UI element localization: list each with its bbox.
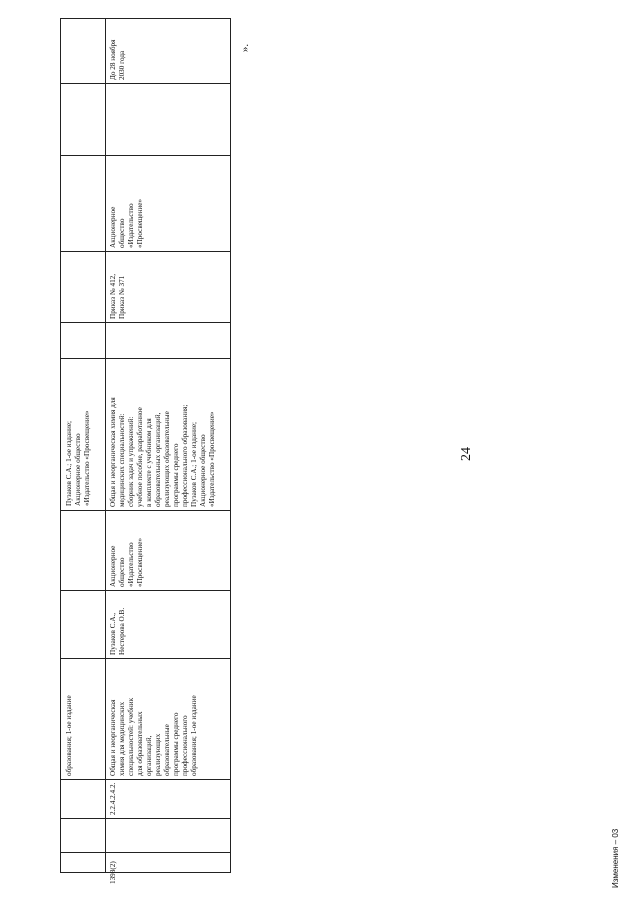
publisher2-line: Акционерное	[109, 206, 117, 248]
name-line: химия для медицинских	[118, 701, 126, 776]
order-line: Приказ № 371	[118, 275, 126, 319]
textbook-table	[60, 18, 231, 884]
contents-line: сборник задач и упражнений:	[127, 416, 135, 507]
name-line: организаций,	[145, 735, 153, 776]
code-cell	[106, 779, 230, 818]
contents-line: «Издательство «Просвещение»	[208, 411, 216, 507]
order-line: Приказ № 412,	[109, 273, 117, 319]
authors-cell	[106, 590, 230, 658]
deadline-cell	[106, 18, 230, 83]
contents-line: профессионального образования;	[181, 404, 189, 507]
contents-line: медицинских специальностей:	[118, 413, 126, 507]
name-line: Общая и неорганическая	[109, 699, 117, 776]
contents-line: учебное пособие, разработанное	[136, 407, 144, 507]
publisher2-line: «Просвещение»	[136, 198, 144, 248]
name-line: для образовательных	[136, 711, 144, 776]
cont-contents-line: «Издательство «Просвещение»	[83, 410, 91, 506]
publisher2-line: общество	[118, 218, 126, 248]
contents-line: в комплекте с учебником для	[145, 418, 153, 507]
contents-line: образовательных организаций,	[154, 412, 162, 507]
publisher2-line: «Издательство	[127, 203, 135, 248]
cont-name-cell	[62, 658, 104, 779]
name-cell	[106, 658, 230, 779]
contents-line: Акционерное общество	[199, 434, 207, 507]
name-line: образования; 1-ое издание	[190, 695, 198, 776]
authors-line: Нестерова О.В.	[118, 607, 126, 655]
cont-name-line: образования; 1-ое издание	[65, 695, 73, 776]
name-line: образовательные	[163, 724, 171, 776]
authors-line: Пузаков С.А.,	[109, 612, 117, 655]
contents-line: Общая и неорганическая химия для	[109, 397, 117, 507]
deadline-line: 2030 года	[118, 50, 126, 80]
publisher2-cell	[106, 155, 230, 251]
publisher-line: общество	[118, 557, 126, 587]
publisher-cell	[106, 510, 230, 590]
page-number: 24	[459, 447, 474, 461]
publisher-line: «Издательство	[127, 542, 135, 587]
row-number: 1398(2)	[109, 861, 117, 884]
contents-line: Пузаков С.А.; 1-ое издание;	[190, 421, 198, 507]
cont-contents-cell	[62, 358, 104, 510]
cont-contents-line: Пузаков С.А.; 1-ое издание;	[65, 420, 73, 506]
publisher-line: «Просвещение»	[136, 537, 144, 587]
order-cell	[106, 251, 230, 322]
name-line: профессионального	[181, 715, 189, 776]
contents-line: реализующих образовательные	[163, 411, 171, 507]
name-line: реализующих	[154, 733, 162, 776]
deadline-line: До 28 ноября	[109, 39, 117, 80]
contents-line: программы среднего	[172, 443, 180, 507]
footer-revision: Изменения – 03	[611, 828, 620, 888]
name-line: специальностей: учебник	[127, 697, 135, 776]
publisher-line: Акционерное	[109, 545, 117, 587]
row-number-cell	[106, 852, 230, 884]
code-value: 2.2.4.2.4.2.	[109, 782, 117, 815]
contents-cell	[106, 358, 230, 510]
closing-quote-mark: ».	[239, 43, 251, 53]
name-line: программы среднего	[172, 712, 180, 776]
cont-contents-line: Акционерное общество	[74, 433, 82, 506]
